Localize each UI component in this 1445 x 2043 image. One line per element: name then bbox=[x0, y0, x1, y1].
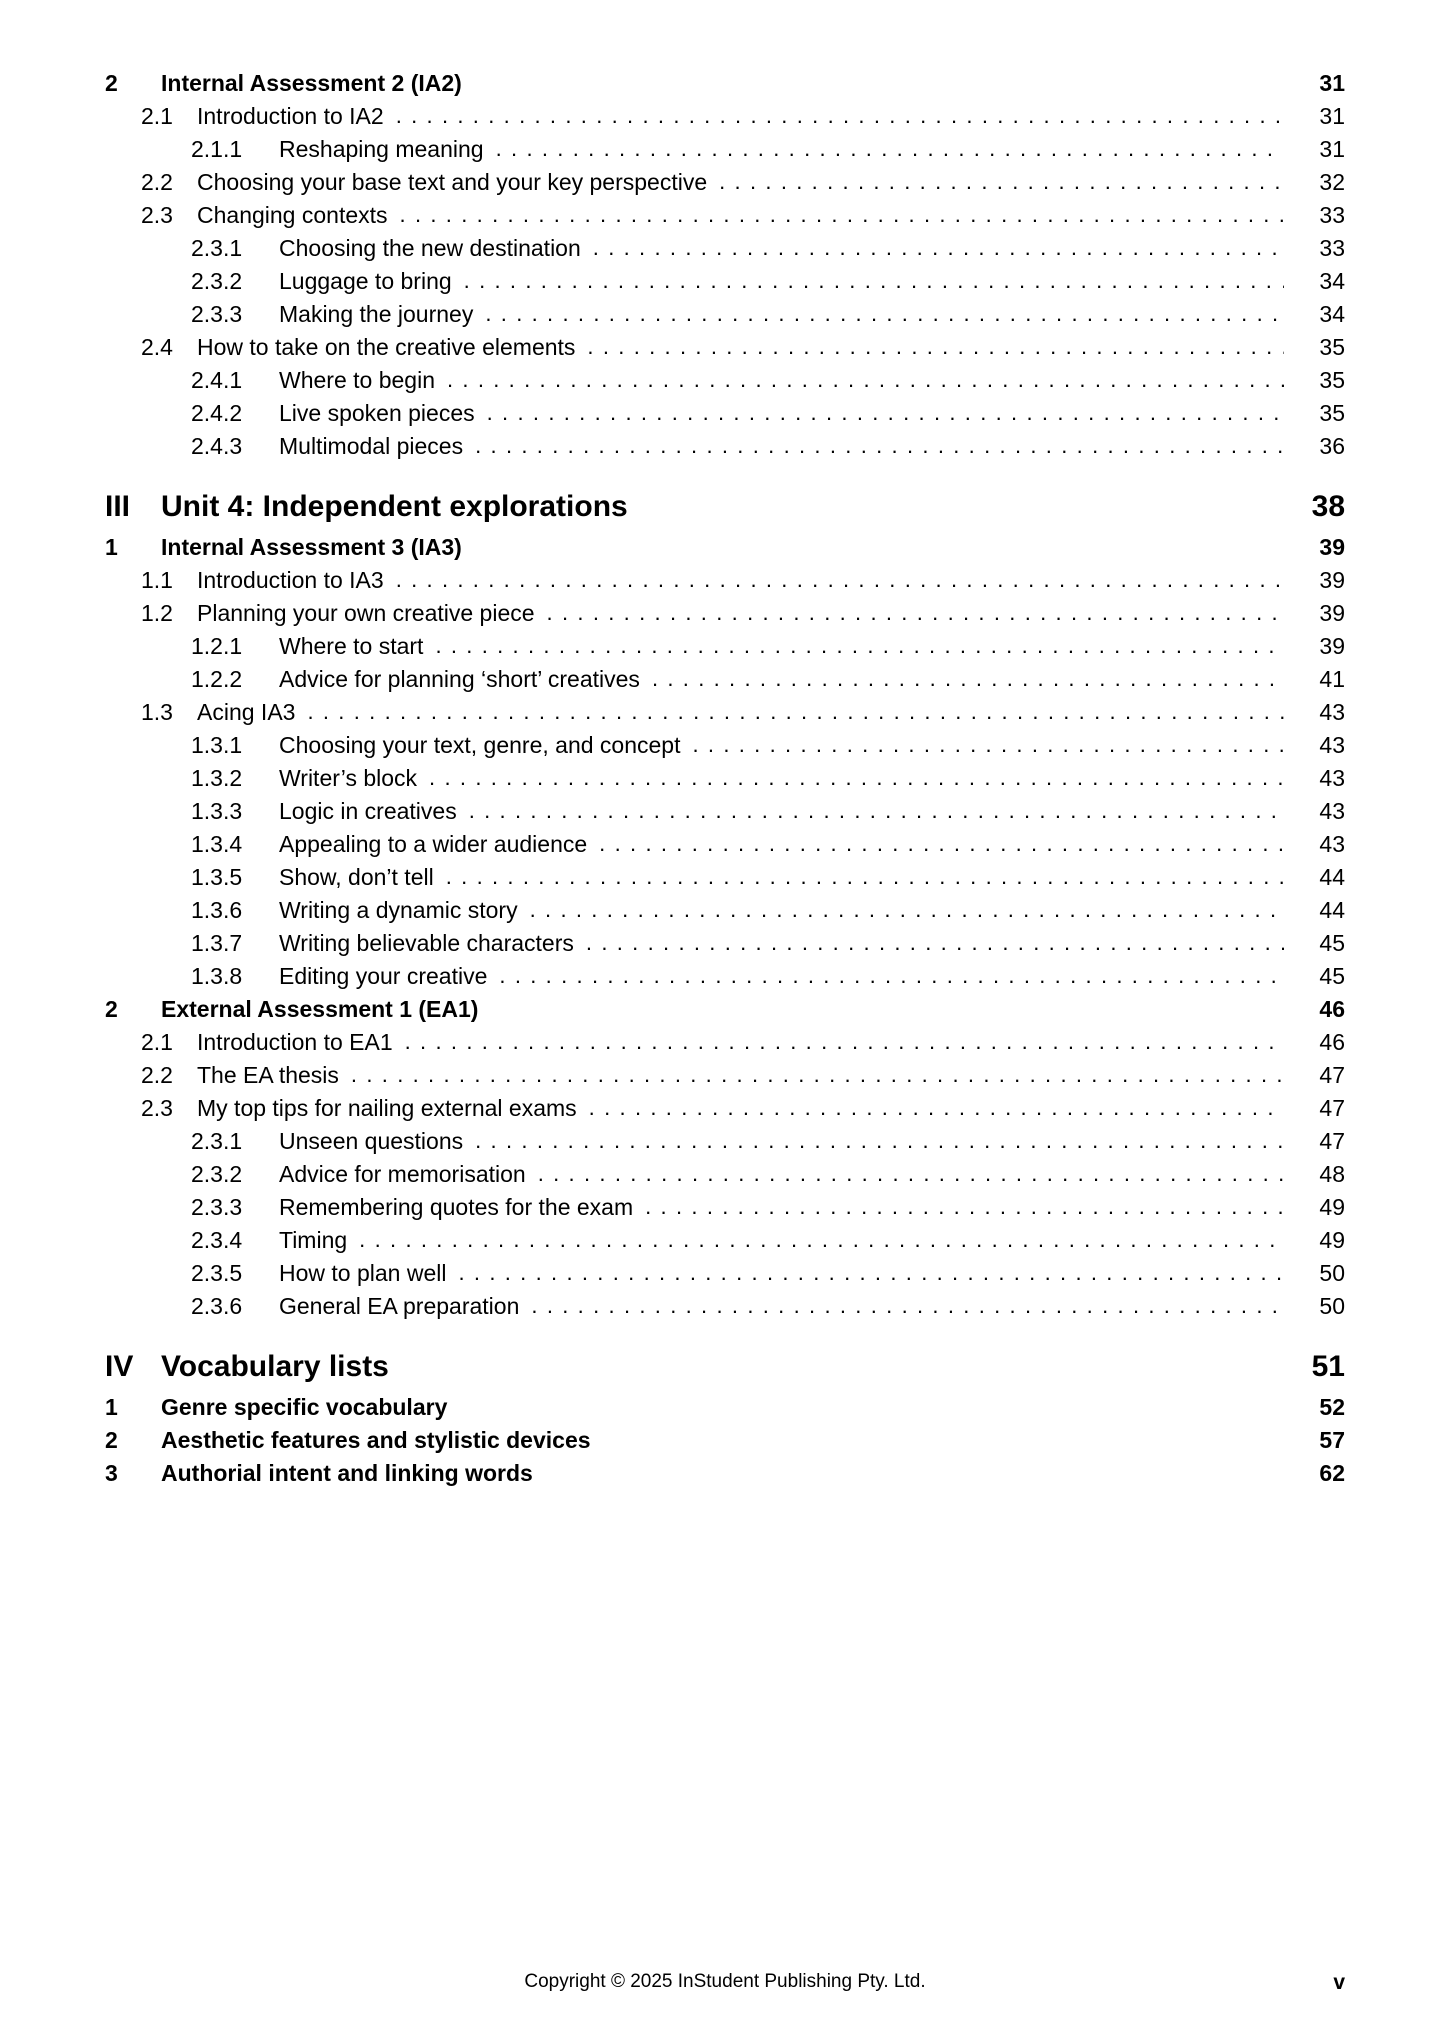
toc-entry-number: 1.3.5 bbox=[191, 864, 243, 890]
toc-subsection-row[interactable] bbox=[105, 1130, 1345, 1153]
toc-entry-title: Choosing your text, genre, and concept bbox=[279, 732, 681, 758]
toc-subsection-row[interactable] bbox=[105, 866, 1345, 889]
toc-entry-number: 1.2.2 bbox=[191, 666, 243, 692]
toc-section-row[interactable] bbox=[105, 1031, 1345, 1054]
toc-entry-title: How to take on the creative elements bbox=[197, 334, 576, 360]
toc-entry-number: 2.3.2 bbox=[191, 268, 243, 294]
toc-entry-title: Making the journey bbox=[279, 301, 474, 327]
toc-entry-number: 1.3.4 bbox=[191, 831, 243, 857]
toc-entry-title: Introduction to IA2 bbox=[197, 103, 384, 129]
toc-chapter-row[interactable] bbox=[105, 998, 1345, 1021]
toc-entry-title: Where to start bbox=[279, 633, 424, 659]
toc-entry-title: Genre specific vocabulary bbox=[161, 1394, 448, 1420]
toc-entry-number: 2.3.3 bbox=[191, 1194, 243, 1220]
toc-entry-title: Luggage to bring bbox=[279, 268, 452, 294]
toc-dot-leader bbox=[487, 401, 1284, 424]
toc-entry-number: 2 bbox=[105, 70, 118, 96]
toc-entry-page: 48 bbox=[1319, 1161, 1345, 1187]
toc-subsection-row[interactable] bbox=[105, 800, 1345, 823]
toc-entry-number: 1.3.6 bbox=[191, 897, 243, 923]
toc-entry-title: Show, don’t tell bbox=[279, 864, 434, 890]
toc-entry-page: 47 bbox=[1319, 1128, 1345, 1154]
toc-entry-number: 2.4.1 bbox=[191, 367, 243, 393]
toc-dot-leader bbox=[351, 1063, 1284, 1086]
toc-entry-number: 2.1.1 bbox=[191, 136, 243, 162]
toc-subsection-row[interactable] bbox=[105, 270, 1345, 293]
toc-dot-leader bbox=[599, 832, 1284, 855]
toc-entry-title: Multimodal pieces bbox=[279, 433, 464, 459]
toc-dot-leader bbox=[435, 634, 1284, 657]
toc-entry-page: 44 bbox=[1319, 864, 1345, 890]
toc-entry-number: 1.1 bbox=[141, 567, 173, 593]
toc-entry-number: 2.4.2 bbox=[191, 400, 243, 426]
toc-entry-title: The EA thesis bbox=[197, 1062, 339, 1088]
toc-entry-number: 1.3.2 bbox=[191, 765, 243, 791]
toc-section-row[interactable] bbox=[105, 1064, 1345, 1087]
toc-entry-page: 57 bbox=[1319, 1427, 1345, 1453]
toc-dot-leader bbox=[485, 302, 1284, 325]
toc-entry-number: 1 bbox=[105, 1394, 118, 1420]
toc-entry-title: Remembering quotes for the exam bbox=[279, 1194, 634, 1220]
toc-entry-number: 1.3.7 bbox=[191, 930, 243, 956]
toc-dot-leader bbox=[396, 568, 1284, 591]
toc-entry-number: 1.2 bbox=[141, 600, 173, 626]
toc-subsection-row[interactable] bbox=[105, 767, 1345, 790]
toc-entry-number: 2.4 bbox=[141, 334, 173, 360]
toc-entry-number: 2 bbox=[105, 996, 118, 1022]
toc-entry-title: Writing a dynamic story bbox=[279, 897, 518, 923]
toc-entry-number: 2.4.3 bbox=[191, 433, 243, 459]
toc-dot-leader bbox=[307, 700, 1284, 723]
toc-subsection-row[interactable] bbox=[105, 734, 1345, 757]
toc-entry-page: 38 bbox=[1311, 490, 1346, 523]
toc-entry-number: 1.3.8 bbox=[191, 963, 243, 989]
toc-entry-number: IV bbox=[105, 1350, 134, 1383]
toc-entry-page: 31 bbox=[1319, 136, 1345, 162]
toc-subsection-row[interactable] bbox=[105, 635, 1345, 658]
toc-entry-page: 35 bbox=[1319, 400, 1345, 426]
toc-entry-number: 2.2 bbox=[141, 1062, 173, 1088]
toc-entry-number: 1.3.3 bbox=[191, 798, 243, 824]
toc-dot-leader bbox=[547, 601, 1284, 624]
toc-part-row[interactable] bbox=[105, 492, 1345, 522]
toc-entry-title: Acing IA3 bbox=[197, 699, 296, 725]
toc-entry-title: Introduction to IA3 bbox=[197, 567, 384, 593]
toc-dot-leader bbox=[589, 1096, 1284, 1119]
toc-dot-leader bbox=[593, 236, 1284, 259]
toc-dot-leader bbox=[475, 1129, 1284, 1152]
toc-entry-page: 45 bbox=[1319, 930, 1345, 956]
toc-entry-page: 50 bbox=[1319, 1293, 1345, 1319]
toc-dot-leader bbox=[464, 269, 1284, 292]
toc-entry-number: 2.3.1 bbox=[191, 1128, 243, 1154]
toc-entry-number: 2.1 bbox=[141, 1029, 173, 1055]
toc-subsection-row[interactable] bbox=[105, 1163, 1345, 1186]
toc-entry-title: Unseen questions bbox=[279, 1128, 464, 1154]
toc-entry-page: 39 bbox=[1319, 567, 1345, 593]
toc-chapter-row[interactable] bbox=[105, 536, 1345, 559]
toc-section-row[interactable] bbox=[105, 602, 1345, 625]
toc-subsection-row[interactable] bbox=[105, 1196, 1345, 1219]
toc-dot-leader bbox=[645, 1195, 1284, 1218]
toc-section-row[interactable] bbox=[105, 171, 1345, 194]
toc-subsection-row[interactable] bbox=[105, 1229, 1345, 1252]
toc-dot-leader bbox=[359, 1228, 1284, 1251]
toc-subsection-row[interactable] bbox=[105, 668, 1345, 691]
toc-entry-number: 1 bbox=[105, 534, 118, 560]
toc-subsection-row[interactable] bbox=[105, 833, 1345, 856]
toc-entry-title: Reshaping meaning bbox=[279, 136, 484, 162]
toc-entry-title: Where to begin bbox=[279, 367, 435, 393]
toc-subsection-row[interactable] bbox=[105, 965, 1345, 988]
toc-entry-title: Writer’s block bbox=[279, 765, 418, 791]
toc-entry-title: Advice for planning ‘short’ creatives bbox=[279, 666, 640, 692]
toc-entry-page: 45 bbox=[1319, 963, 1345, 989]
toc-entry-number: 3 bbox=[105, 1460, 118, 1486]
toc-part-row[interactable] bbox=[105, 1352, 1345, 1382]
toc-section-row[interactable] bbox=[105, 105, 1345, 128]
toc-subsection-row[interactable] bbox=[105, 1262, 1345, 1285]
toc-section-row[interactable] bbox=[105, 701, 1345, 724]
toc-entry-number: 2.3.1 bbox=[191, 235, 243, 261]
toc-entry-title: General EA preparation bbox=[279, 1293, 520, 1319]
toc-entry-number: 2.2 bbox=[141, 169, 173, 195]
toc-entry-page: 47 bbox=[1319, 1062, 1345, 1088]
toc-entry-title: Vocabulary lists bbox=[161, 1350, 389, 1383]
toc-chapter-row[interactable] bbox=[105, 1462, 1345, 1485]
toc-entry-page: 49 bbox=[1319, 1227, 1345, 1253]
toc-dot-leader bbox=[458, 1261, 1284, 1284]
toc-entry-page: 31 bbox=[1319, 70, 1345, 96]
table-of-contents bbox=[105, 72, 1345, 1495]
toc-entry-number: 2.3.6 bbox=[191, 1293, 243, 1319]
toc-entry-title: Choosing your base text and your key perspective bbox=[197, 169, 708, 195]
toc-entry-title: How to plan well bbox=[279, 1260, 447, 1286]
toc-entry-page: 50 bbox=[1319, 1260, 1345, 1286]
toc-entry-page: 43 bbox=[1319, 699, 1345, 725]
toc-entry-page: 39 bbox=[1319, 633, 1345, 659]
toc-entry-number: 2 bbox=[105, 1427, 118, 1453]
footer-copyright: Copyright © 2025 InStudent Publishing Pty. Ltd. bbox=[524, 1971, 926, 1992]
toc-dot-leader bbox=[396, 104, 1284, 127]
toc-entry-page: 44 bbox=[1319, 897, 1345, 923]
toc-dot-leader bbox=[496, 137, 1284, 160]
toc-dot-leader bbox=[400, 203, 1284, 226]
toc-entry-title: Choosing the new destination bbox=[279, 235, 581, 261]
toc-dot-leader bbox=[652, 667, 1284, 690]
toc-dot-leader bbox=[405, 1030, 1284, 1053]
toc-entry-title: Internal Assessment 3 (IA3) bbox=[161, 534, 462, 560]
toc-entry-page: 36 bbox=[1319, 433, 1345, 459]
toc-entry-page: 43 bbox=[1319, 831, 1345, 857]
toc-entry-page: 52 bbox=[1319, 1394, 1346, 1420]
toc-chapter-row[interactable] bbox=[105, 1429, 1345, 1452]
toc-entry-title: Editing your creative bbox=[279, 963, 488, 989]
toc-entry-number: 2.3 bbox=[141, 1095, 173, 1121]
toc-section-row[interactable] bbox=[105, 204, 1345, 227]
toc-dot-leader bbox=[719, 170, 1284, 193]
toc-entry-page: 33 bbox=[1319, 202, 1345, 228]
toc-entry-page: 34 bbox=[1319, 268, 1345, 294]
toc-entry-page: 41 bbox=[1319, 666, 1345, 692]
toc-dot-leader bbox=[586, 931, 1284, 954]
toc-entry-title: Live spoken pieces bbox=[279, 400, 475, 426]
toc-subsection-row[interactable] bbox=[105, 303, 1345, 326]
toc-entry-page: 43 bbox=[1319, 732, 1345, 758]
toc-entry-page: 51 bbox=[1311, 1350, 1345, 1383]
footer-page-number: v bbox=[1333, 1971, 1345, 1994]
toc-dot-leader bbox=[530, 898, 1284, 921]
toc-entry-number: 1.3.1 bbox=[191, 732, 243, 758]
toc-entry-number: 1.3 bbox=[141, 699, 173, 725]
toc-dot-leader bbox=[469, 799, 1284, 822]
toc-entry-page: 43 bbox=[1319, 798, 1345, 824]
toc-dot-leader bbox=[587, 335, 1284, 358]
toc-subsection-row[interactable] bbox=[105, 138, 1345, 161]
toc-entry-page: 33 bbox=[1319, 235, 1345, 261]
toc-dot-leader bbox=[447, 368, 1284, 391]
toc-entry-page: 35 bbox=[1319, 334, 1345, 360]
toc-entry-number: 2.1 bbox=[141, 103, 173, 129]
toc-subsection-row[interactable] bbox=[105, 899, 1345, 922]
toc-entry-page: 39 bbox=[1319, 600, 1345, 626]
toc-entry-title: Planning your own creative piece bbox=[197, 600, 535, 626]
toc-dot-leader bbox=[692, 733, 1284, 756]
toc-entry-number: 2.3 bbox=[141, 202, 173, 228]
toc-entry-page: 34 bbox=[1319, 301, 1345, 327]
toc-entry-title: Timing bbox=[279, 1227, 348, 1253]
toc-entry-page: 46 bbox=[1319, 996, 1345, 1022]
toc-entry-page: 47 bbox=[1319, 1095, 1345, 1121]
toc-subsection-row[interactable] bbox=[105, 369, 1345, 392]
toc-dot-leader bbox=[499, 964, 1284, 987]
toc-entry-title: My top tips for nailing external exams bbox=[197, 1095, 577, 1121]
toc-entry-title: Writing believable characters bbox=[279, 930, 574, 956]
toc-entry-page: 39 bbox=[1319, 534, 1345, 560]
toc-entry-number: 2.3.4 bbox=[191, 1227, 243, 1253]
toc-entry-number: 2.3.3 bbox=[191, 301, 243, 327]
toc-dot-leader bbox=[429, 766, 1284, 789]
toc-entry-page: 49 bbox=[1319, 1194, 1345, 1220]
toc-dot-leader bbox=[475, 434, 1284, 457]
toc-entry-page: 46 bbox=[1319, 1029, 1345, 1055]
toc-entry-number: 2.3.5 bbox=[191, 1260, 243, 1286]
toc-entry-title: Introduction to EA1 bbox=[197, 1029, 393, 1055]
toc-chapter-row[interactable] bbox=[105, 1396, 1345, 1419]
toc-entry-title: Internal Assessment 2 (IA2) bbox=[161, 70, 462, 96]
toc-dot-leader bbox=[446, 865, 1284, 888]
toc-subsection-row[interactable] bbox=[105, 435, 1345, 458]
toc-subsection-row[interactable] bbox=[105, 237, 1345, 260]
toc-entry-page: 32 bbox=[1319, 169, 1345, 195]
toc-section-row[interactable] bbox=[105, 1097, 1345, 1120]
toc-chapter-row[interactable] bbox=[105, 72, 1345, 95]
toc-dot-leader bbox=[538, 1162, 1284, 1185]
toc-subsection-row[interactable] bbox=[105, 1295, 1345, 1318]
toc-entry-title: Advice for memorisation bbox=[279, 1161, 526, 1187]
toc-subsection-row[interactable] bbox=[105, 402, 1345, 425]
toc-entry-page: 35 bbox=[1319, 367, 1345, 393]
toc-entry-number: 1.2.1 bbox=[191, 633, 243, 659]
toc-section-row[interactable] bbox=[105, 569, 1345, 592]
toc-entry-page: 62 bbox=[1319, 1460, 1345, 1486]
page-footer bbox=[105, 1971, 1345, 1995]
toc-entry-page: 31 bbox=[1319, 103, 1345, 129]
toc-entry-title: Changing contexts bbox=[197, 202, 388, 228]
toc-entry-title: Logic in creatives bbox=[279, 798, 457, 824]
toc-entry-number: 2.3.2 bbox=[191, 1161, 243, 1187]
toc-entry-page: 43 bbox=[1319, 765, 1345, 791]
toc-dot-leader bbox=[531, 1294, 1284, 1317]
toc-entry-title: External Assessment 1 (EA1) bbox=[161, 996, 479, 1022]
toc-entry-title: Appealing to a wider audience bbox=[279, 831, 588, 857]
toc-entry-title: Unit 4: Independent explorations bbox=[161, 490, 628, 523]
toc-subsection-row[interactable] bbox=[105, 932, 1345, 955]
toc-entry-title: Authorial intent and linking words bbox=[161, 1460, 533, 1486]
toc-entry-title: Aesthetic features and stylistic devices bbox=[161, 1427, 591, 1453]
toc-entry-number: III bbox=[105, 490, 131, 523]
toc-section-row[interactable] bbox=[105, 336, 1345, 359]
